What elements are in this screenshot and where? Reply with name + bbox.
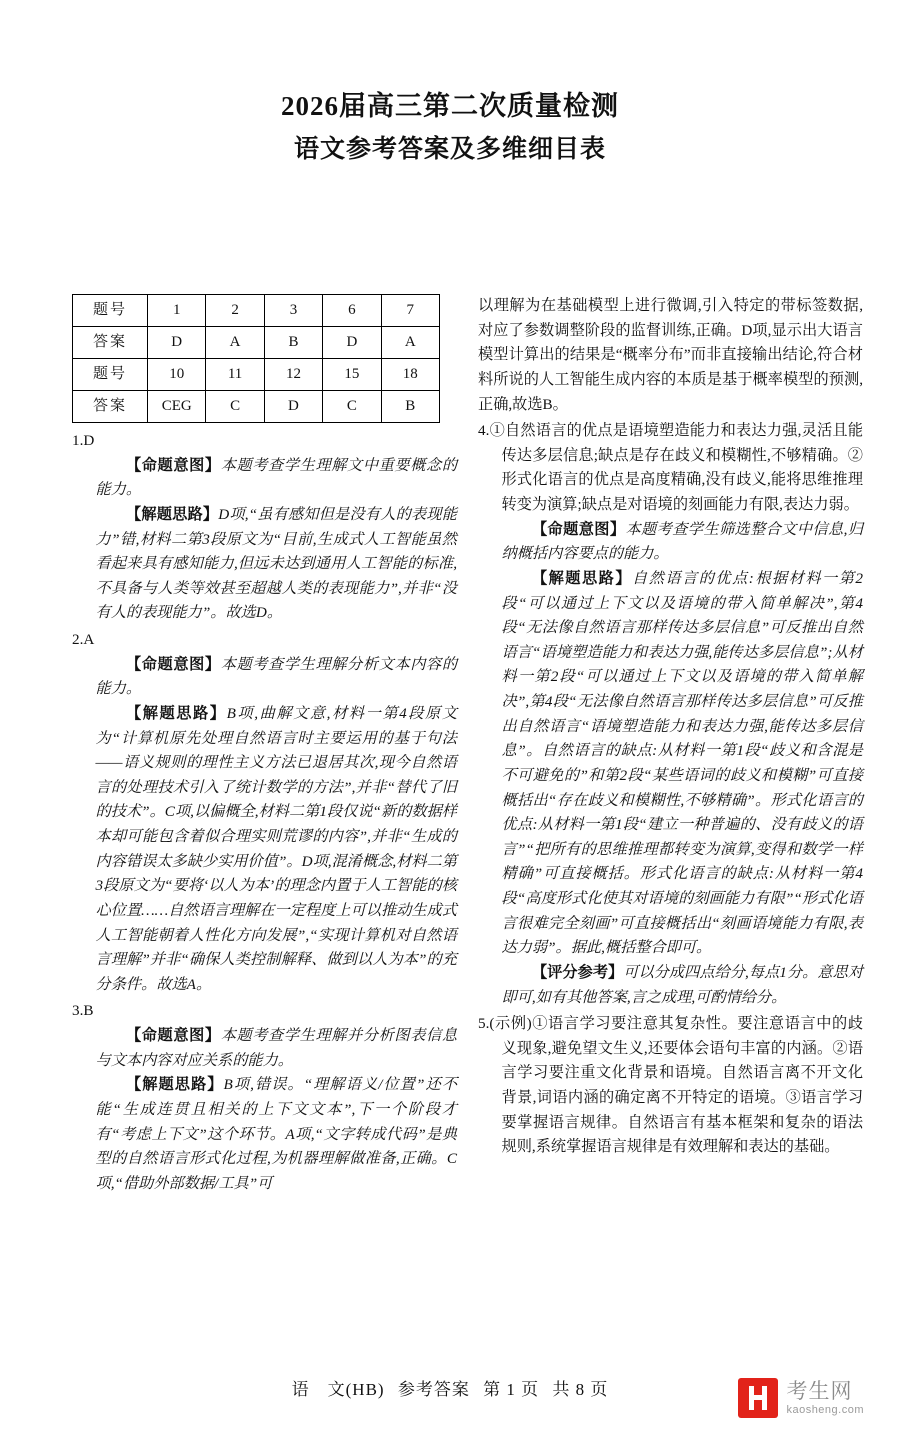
solution-text: D项,“虽有感知但是没有人的表现能力”错,材料二第3段原文为“目前,生成式人工智能虽然看起来具有感知能力,但远未达到通用人工智能的标准,不具备与人类等效甚至超越人类的表现能力”,并非“没有人的表现能力”。故选D。 (95, 505, 457, 622)
footer-total-pages: 共 8 页 (552, 1380, 609, 1399)
table-row (73, 359, 440, 391)
row-label: 答案 (73, 391, 148, 423)
answer-item-2 (72, 628, 457, 997)
item-3-header (72, 999, 457, 1024)
table-cell: C (206, 391, 264, 423)
item-2-number: 2. (72, 631, 84, 648)
page-title (0, 86, 900, 168)
title-line-1: 2026届高三第二次质量检测 (281, 91, 619, 121)
answer-item-4 (478, 419, 863, 1010)
watermark-cn: 考生网 (786, 1380, 853, 1404)
kaosheng-logo-icon (738, 1378, 778, 1418)
item-5-lead (478, 1012, 863, 1160)
intent-tag: 【命题意图】 (125, 1027, 221, 1044)
intent-text: 本题考查学生理解分析文本内容的能力。 (95, 655, 458, 698)
intent-tag: 【命题意图】 (125, 456, 221, 474)
item-1-intent (72, 454, 457, 503)
answer-item-1 (72, 429, 457, 626)
intent-text: 本题考查学生筛选整合文中信息,归纳概括内容要点的能力。 (501, 520, 864, 563)
table-row (73, 295, 440, 327)
table-cell: 2 (206, 295, 264, 327)
answer-table (72, 294, 440, 423)
table-cell: B (264, 327, 322, 359)
table-cell: 6 (323, 295, 381, 327)
item-1-solution (72, 503, 457, 626)
row-label: 题号 (73, 359, 148, 391)
solution-tag: 【解题思路】 (125, 1076, 224, 1094)
row-label: 答案 (73, 327, 148, 359)
item-4-intent (478, 518, 863, 567)
table-cell: 12 (264, 359, 322, 391)
watermark-text (786, 1380, 864, 1415)
item-4-answer-text: ①自然语言的优点是语境塑造能力和表达力强,灵活且能传达多层信息;缺点是存在歧义和模糊性,不够精确。②形式化语言的优点是高度精确,没有歧义,能将思维推理转变为演算;缺点是对语境的刻画能力有限,表达力弱。 (489, 422, 863, 513)
watermark-en: kaosheng.com (786, 1403, 864, 1416)
table-cell: D (148, 327, 206, 359)
table-cell: A (381, 327, 439, 359)
table-cell: 1 (148, 295, 206, 327)
table-cell: B (381, 391, 439, 423)
intent-text: 本题考查学生理解文中重要概念的能力。 (95, 456, 458, 499)
answer-item-3 (72, 999, 457, 1196)
footer-page-number: 第 1 页 (483, 1380, 540, 1399)
table-cell: D (323, 327, 381, 359)
item-3-intent (72, 1024, 457, 1073)
item-1-answer: D (83, 432, 95, 449)
table-row (73, 327, 440, 359)
table-cell: C (323, 391, 381, 423)
item-5-answer-text: (示例)①语言学习要注意其复杂性。要注意语言中的歧义现象,避免望文生义,还要体会语句丰富的内涵。②语言学习要注重文化背景和语境。自然语言离不开文化背景,词语内涵的确定离不开特定的语境。③语言学习要掌握语言规律。自然语言有基本框架和复杂的语法规则,系统掌握语言规律是有效理解和表达的基础。 (489, 1015, 863, 1156)
item-4-number: 4. (478, 422, 490, 440)
footer-subject: 语 文(HB) (291, 1380, 385, 1399)
solution-text: 自然语言的优点:根据材料一第2段“可以通过上下文以及语境的带入简单解决”,第4段“无法像自然语言那样传达多层信息”可反推出自然语言“语境塑造能力和表达力强,能传达多层信息”;从材料一第2段“可以通过上下文以及语境的带入简单解决”,第4段“无法像自然语言那样传达多层信息”可反推出自然语言“语境塑造能力和表达力强,能传达多层信息”。自然语言的缺点:从材料一第1段“歧义和含混是不可避免的”和第2段“某些语词的歧义和模糊”可直接概括出“存在歧义和模糊性,不够精确”。形式化语言的优点:从材料一第1段“建立一种普遍的、没有歧义的语言”“把所有的思维推理都转变为演算,变得和数学一样精确”可直接概括。形式化语言的缺点:从材料一第4段“高度形式化使其对语境的刻画能力有限”“形式化语言很难完全刻画”可直接概括出“刻画语境能力有限,表达力弱”。据此,概括整合即可。 (501, 569, 863, 957)
intent-tag: 【命题意图】 (531, 520, 626, 538)
item-2-answer: A (83, 631, 95, 648)
item-2-header (72, 628, 457, 653)
item-4-scoring (478, 961, 863, 1010)
scoring-text: 可以分成四点给分,每点1分。意思对即可,如有其他答案,言之成理,可酌情给分。 (501, 963, 864, 1006)
table-cell: 15 (323, 359, 381, 391)
item-5-number: 5. (478, 1015, 490, 1033)
item-4-lead (478, 419, 863, 518)
table-cell: 11 (206, 359, 264, 391)
table-cell: D (264, 391, 322, 423)
table-cell: 3 (264, 295, 322, 327)
table-cell: 18 (381, 359, 439, 391)
answer-item-5 (478, 1012, 863, 1160)
item-3-number: 3. (72, 1002, 84, 1020)
item-3-solution (72, 1073, 457, 1196)
table-cell: 7 (381, 295, 439, 327)
solution-text: B项,曲解文意,材料一第4段原文为“计算机原先处理自然语言时主要运用的基于句法——语义规则的理性主义方法已退居其次,现今自然语言的处理技术引入了统计数学的方法”,并非“替代了旧的技术”。C项,以偏概全,材料二第1段仅说“新的数据样本却可能包含着似合理实则荒谬的内容”,并非“生成的内容错误太多缺少实用价值”。D项,混淆概念,材料二第3段原文为“要将‘以人为本’的理念内置于人工智能的核心位置……自然语言理解在一定程度上可以推动生成式人工智能朝着人性化方向发展”,“实现计算机对自然语言理解”并非“确保人类控制解释、做到以人为本”的充分条件。故选A。 (95, 704, 458, 993)
item-3-answer: B (83, 1002, 94, 1020)
item-1-number: 1. (72, 432, 84, 449)
intent-text: 本题考查学生理解并分析图表信息与文本内容对应关系的能力。 (95, 1027, 458, 1069)
watermark (738, 1378, 864, 1418)
footer-doc-type: 参考答案 (397, 1380, 470, 1399)
title-line-2: 语文参考答案及多维细目表 (293, 135, 606, 163)
content-columns (0, 294, 900, 1354)
table-cell: 10 (148, 359, 206, 391)
right-column (478, 294, 863, 1162)
scoring-tag: 【评分参考】 (531, 963, 624, 981)
item-1-header (72, 429, 457, 454)
solution-tag: 【解题思路】 (125, 505, 219, 523)
item-2-intent (72, 653, 457, 702)
solution-text: B项,错误。“理解语义/位置”还不能“生成连贯且相关的上下文文本”,下一个阶段才有“考虑上下文”这个环节。A项,“文字转成代码”是典型的自然语言形式化过程,为机器理解做准备,正确。C项,“借助外部数据/工具”可 (95, 1076, 458, 1192)
row-label: 题号 (73, 295, 148, 327)
solution-tag: 【解题思路】 (531, 569, 633, 587)
solution-tag: 【解题思路】 (125, 704, 227, 722)
table-cell: A (206, 327, 264, 359)
table-cell: CEG (148, 391, 206, 423)
item-4-solution (478, 567, 863, 961)
intent-tag: 【命题意图】 (125, 655, 221, 673)
item-2-solution (72, 702, 457, 998)
answer-sheet-page (0, 86, 900, 1444)
table-row (73, 391, 440, 423)
left-column (72, 294, 457, 1198)
continuation-text: 以理解为在基础模型上进行微调,引入特定的带标签数据,对应了参数调整阶段的监督训练,正确。D项,显示出大语言模型计算出的结果是“概率分布”而非直接输出结论,符合材料所说的人工智能生成内容的本质是基于概率模型的预测,正确,故选B。 (478, 297, 863, 413)
